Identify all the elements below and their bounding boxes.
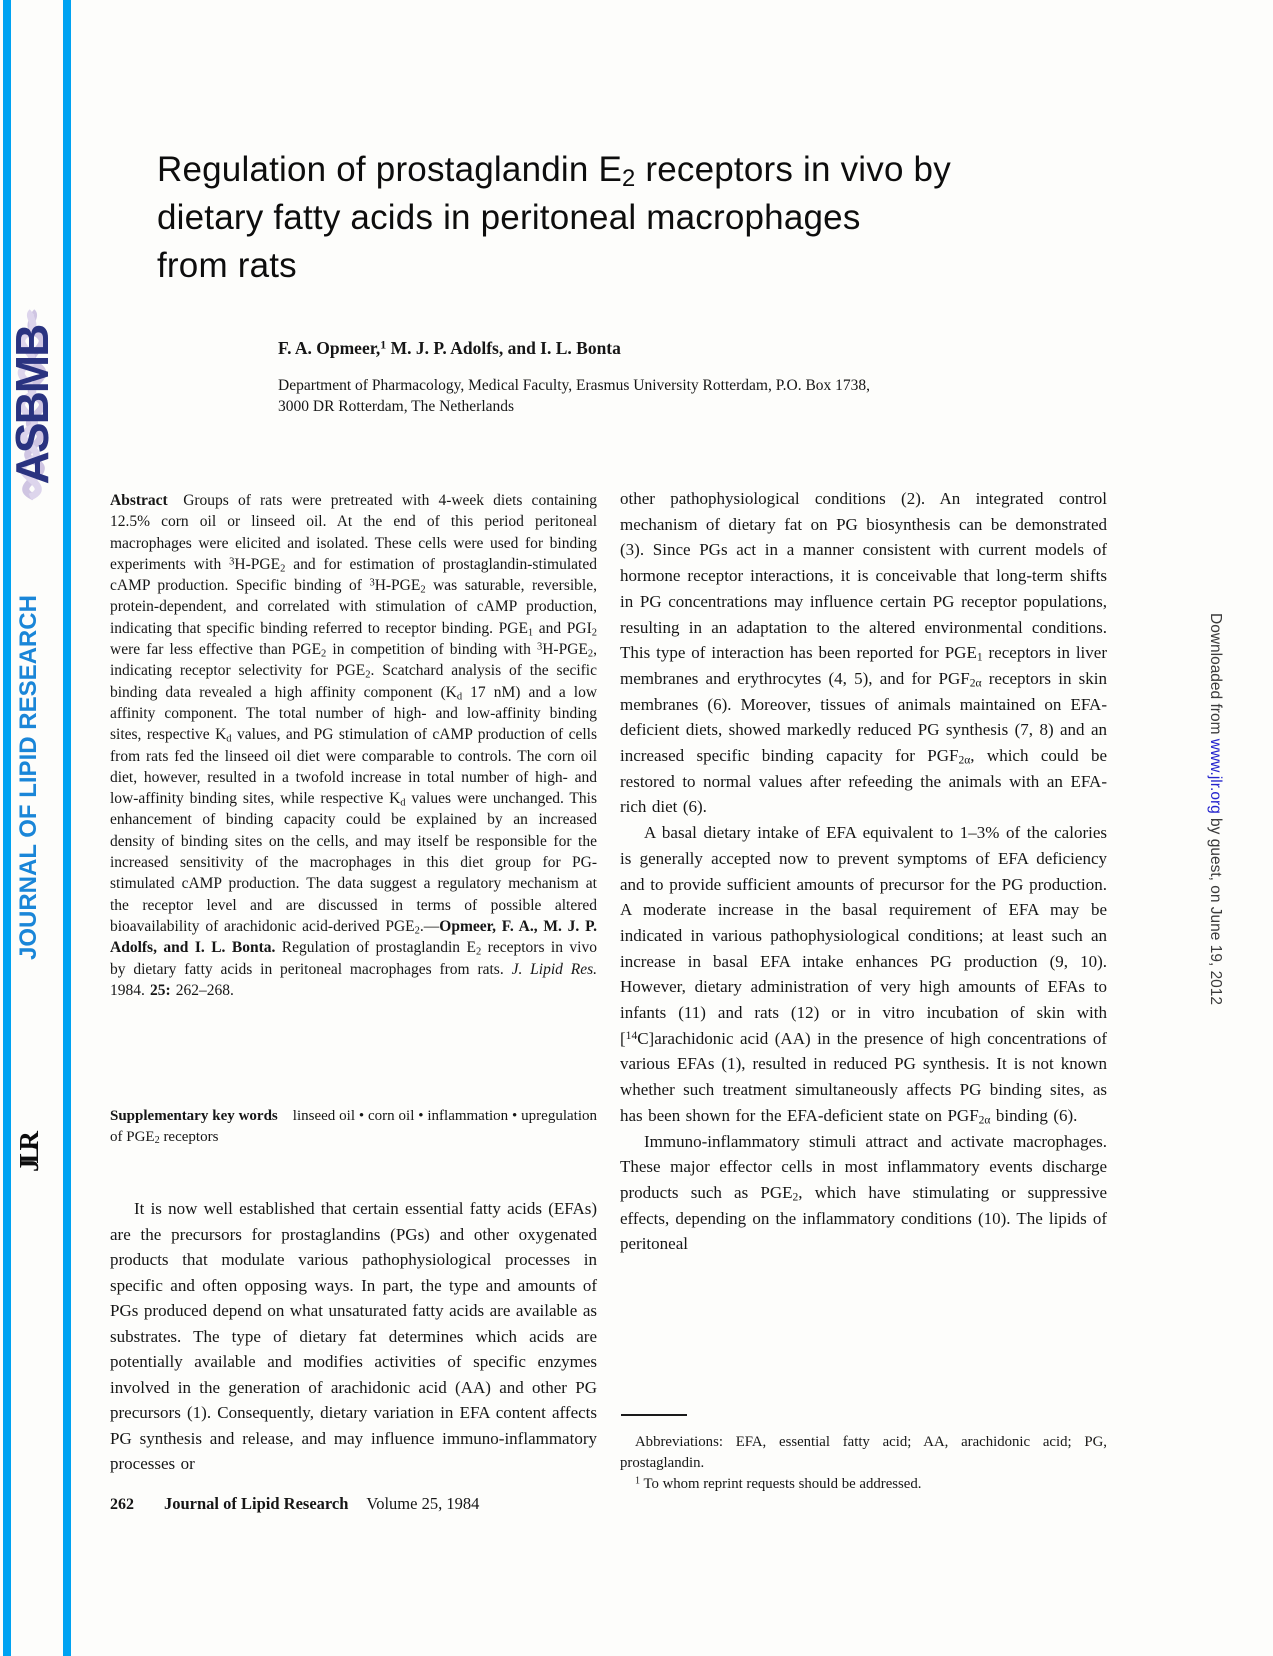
download-watermark — [1201, 613, 1231, 1043]
title-line: dietary fatty acids in peritoneal macrophages — [157, 198, 861, 237]
affiliation-line: Department of Pharmacology, Medical Faculty, Erasmus University Rotterdam, P.O. Box 1738, — [278, 377, 871, 394]
abbreviations-note: Abbreviations: EFA, essential fatty acid; AA, arachidonic acid; PG, prostaglandin. — [620, 1434, 1107, 1471]
supplementary-keywords: Supplementary key words linseed oil • corn oil • inflammation • upregulation of $PGE_2$ receptors — [110, 1108, 597, 1147]
authors-byline: F. A. Opmeer,$^1$ M. J. P. Adolfs, and I. L. Bonta — [278, 337, 621, 358]
affiliation-line: 3000 DR Rotterdam, The Netherlands — [278, 398, 515, 415]
page-footer — [110, 1494, 479, 1514]
jlr-monogram: JLR — [14, 1135, 44, 1172]
asbmb-label: ASBMB — [6, 325, 58, 485]
page-number: 262 — [110, 1496, 134, 1513]
article-title — [157, 146, 1107, 290]
watermark-link[interactable]: www.jlr.org — [1207, 738, 1224, 814]
footnotes — [620, 1432, 1107, 1494]
right-column — [620, 486, 1107, 1401]
title-line: from rats — [157, 246, 297, 285]
affiliation — [278, 375, 1038, 417]
asbmb-logo-svg — [1, 305, 63, 505]
footer-volume: Volume 25, 1984 — [366, 1494, 480, 1513]
abstract-paragraph: Abstract Groups of rats were pretreated with 4-week diets containing 12.5% corn oil or linseed oil. At the end of this period peritoneal macrophages were elicited and isolated. These cells were used for binding experiments with $^3H-PGE_2$ and for estimation of prostaglandin-stimulated cAMP production. Specific binding of $^3H-PGE_2$ was saturable, reversible, protein-dependent, and correlated with stimulation of cAMP production, indicating that specific binding referred to receptor binding. $PGE_1$ and $PGI_2$ were far less effective than $PGE_2$ in competition of binding with $^3H-PGE_2$, indicating receptor selectivity for $PGE_2$. Scatchard analysis of the secific binding data revealed a high affinity component ($K_d$ 17 nM) and a low affinity component. The total number of high- and low-affinity binding sites, respective $K_d$ values, and PG stimulation of cAMP production of cells from rats fed the linseed oil diet were comparable to controls. The corn oil diet, however, resulted in a twofold increase in total number of high- and low-affinity binding sites, while respective $K_d$ values were unchanged. This enhancement of binding capacity could be explained by an increased density of binding sites on the cells, and may itself be responsible for the increased sensitivity of the macrophages in this diet group for PG-stimulated cAMP production. The data suggest a regulatory mechanism at the receptor level and are discussed in terms of possible altered bioavailability of arachidonic acid-derived $PGE_2.—Opmeer$, F. A., M. J. P. Adolfs, and I. L. Bonta. Regulation of prostaglandin $E_2$ receptors in vivo by dietary fatty acids in peritoneal macrophages from rats. J. Lipid Res. 1984. 25: 262–268. — [110, 492, 598, 999]
journal-name-vertical-wrap — [13, 595, 59, 962]
rail-stripe-outer — [3, 0, 11, 1656]
body-paragraph: A basal dietary intake of EFA equivalent to 1–3% of the calories is generally accepted now to prevent symptoms of EFA deficiency and to provide sufficient amounts of precursor for the PG production. A moderate increase in the basal requirement of EFA may be indicated in various pathophysiological conditions; at least such an increase in basal EFA intake enhances PG production (9, 10). However, dietary administration of very high amounts of EFAs to infants (11) and rats (12) or in vitro incubation of skin with [$^{14}$C]arachidonic acid (AA) in the presence of high concentrations of various EFAs (1), resulted in reduced PG synthesis. It is not known whether such treatment simultaneously affects PG binding sites, as has been shown for the EFA-deficient state on $PGF_{2\alpha}$ binding (6). — [620, 823, 1107, 1127]
body-paragraph: Immuno-inflammatory stimuli attract and activate macrophages. These major effector cells in most inflammatory events discharge products such as $PGE_2$, which have stimulating or suppressive effects, depending on the inflammatory conditions (10). The lipids of peritoneal — [620, 1131, 1107, 1254]
jlr-monogram-wrap — [12, 1118, 54, 1172]
watermark-text-after: by guest, on June 19, 2012 — [1207, 813, 1224, 1006]
rail-stripe-inner — [63, 0, 71, 1656]
journal-name-vertical: JOURNAL OF LIPID RESEARCH — [15, 595, 42, 960]
title-line: Regulation of prostaglandin $E_2$ receptors in vivo by — [157, 150, 951, 193]
reprint-note: $^1$ To whom reprint requests should be addressed. — [635, 1475, 922, 1492]
watermark-text-before: Downloaded from — [1207, 613, 1224, 739]
intro-paragraph: It is now well established that certain essential fatty acids (EFAs) are the precursors for prostaglandins (PGs) and other oxygenated products that modulate various pathophysiological processes in specific and often opposing ways. In part, the type and amounts of PGs produced depend on what unsaturated fatty acids are available as substrates. The type of dietary fat determines which acids are potentially available and modifies activities of specific enzymes involved in the generation of arachidonic acid (AA) and other PG precursors (1). Consequently, dietary variation in EFA content affects PG synthesis and release, and may influence immuno-inflammatory processes or — [110, 1199, 597, 1473]
footnote-rule — [621, 1414, 687, 1416]
footer-journal-name: Journal of Lipid Research — [164, 1494, 349, 1513]
asbmb-logo — [1, 305, 63, 505]
body-paragraph: other pathophysiological conditions (2). An integrated control mechanism of dietary fat on PG biosynthesis can be demonstrated (3). Since PGs act in a manner consistent with current models of hormone receptor interactions, it is conceivable that long-term shifts in PG concentrations may influence certain PG receptor populations, resulting in an adaptation to the altered environmental conditions. This type of interaction has been reported for $PGE_1$ receptors in liver membranes and erythrocytes (4, 5), and for $PGF_{2\alpha}$ receptors in skin membranes (6). Moreover, tissues of animals maintained on EFA-deficient diets, showed markedly reduced PG synthesis (7, 8) and an increased specific binding capacity for $PGF_{2\alpha}$, which could be restored to normal values after refeeding the animals with an EFA-rich diet (6). — [620, 489, 1107, 817]
